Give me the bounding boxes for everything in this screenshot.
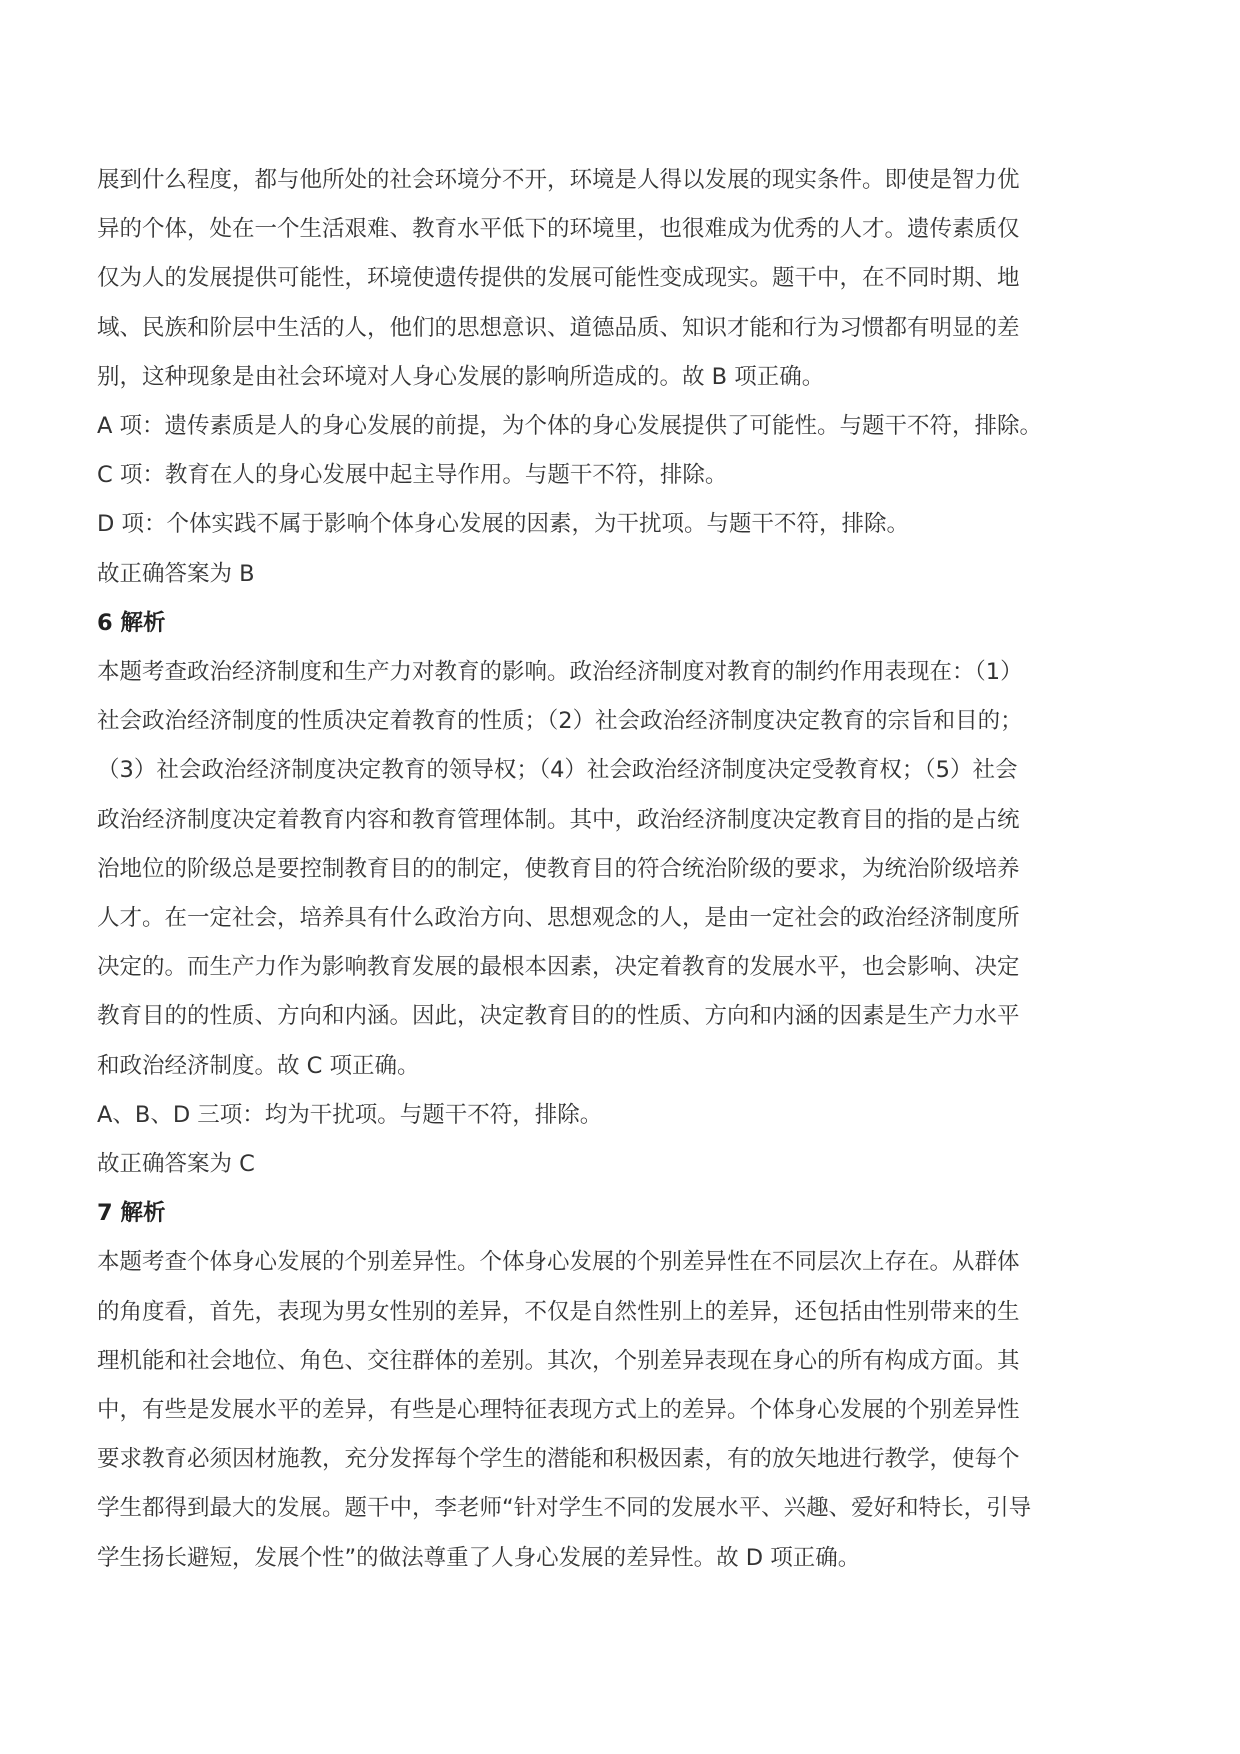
text-line: 社会政治经济制度的性质决定着教育的性质；（2）社会政治经济制度决定教育的宗旨和目的； bbox=[97, 708, 1023, 735]
paragraph-analysis-6-body bbox=[97, 648, 1153, 1091]
text-line: 展到什么程度，都与他所处的社会环境分不开，环境是人得以发展的现实条件。即使是智力优 bbox=[97, 167, 1020, 193]
text-line: 别，这种现象是由社会环境对人身心发展的影响所造成的。故 B 项正确。 bbox=[97, 363, 825, 390]
paragraph-answer-5 bbox=[97, 550, 1153, 599]
text-line: 政治经济制度决定着教育内容和教育管理体制。其中，政治经济制度决定教育目的指的是占统 bbox=[97, 806, 1020, 833]
text-line: 和政治经济制度。故 C 项正确。 bbox=[97, 1052, 420, 1079]
text-line: 本题考查个体身心发展的个别差异性。个体身心发展的个别差异性在不同层次上存在。从群体 bbox=[97, 1249, 1020, 1276]
text-line: 仅为人的发展提供可能性，环境使遗传提供的发展可能性变成现实。题干中，在不同时期、地 bbox=[97, 265, 1020, 292]
paragraph-options-abd bbox=[97, 1091, 1153, 1140]
text-line: A、B、D 三项：均为干扰项。与题干不符，排除。 bbox=[97, 1101, 603, 1128]
text-line: 故正确答案为 B bbox=[97, 560, 255, 587]
paragraph-analysis-5-body bbox=[97, 156, 1153, 402]
text-line: 故正确答案为 C bbox=[97, 1151, 255, 1178]
heading-analysis-6 bbox=[97, 599, 1153, 648]
text-line: 中，有些是发展水平的差异，有些是心理特征表现方式上的差异。个体身心发展的个别差异性 bbox=[97, 1397, 1020, 1424]
text-line: 治地位的阶级总是要控制教育目的的制定，使教育目的符合统治阶级的要求，为统治阶级培养 bbox=[97, 855, 1020, 882]
paragraph-option-a bbox=[97, 402, 1153, 451]
text-line: 本题考查政治经济制度和生产力对教育的影响。政治经济制度对教育的制约作用表现在：（1） bbox=[97, 659, 1023, 686]
heading-analysis-7 bbox=[97, 1189, 1153, 1238]
text-line: C 项：教育在人的身心发展中起主导作用。与题干不符，排除。 bbox=[97, 462, 728, 489]
paragraph-option-c bbox=[97, 451, 1153, 500]
heading-text: 6 解析 bbox=[97, 609, 166, 636]
text-line: D 项：个体实践不属于影响个体身心发展的因素，为干扰项。与题干不符，排除。 bbox=[97, 511, 909, 538]
document-page bbox=[97, 156, 1153, 1583]
text-line: 学生扬长避短，发展个性”的做法尊重了人身心发展的差异性。故 D 项正确。 bbox=[97, 1544, 861, 1571]
text-line: （3）社会政治经济制度决定教育的领导权；（4）社会政治经济制度决定受教育权；（5）社会 bbox=[97, 757, 1018, 784]
text-line: 学生都得到最大的发展。题干中，李老师“针对学生不同的发展水平、兴趣、爱好和特长，引导 bbox=[97, 1495, 1032, 1522]
text-line: 要求教育必须因材施教，充分发挥每个学生的潜能和积极因素，有的放矢地进行教学，使每个 bbox=[97, 1446, 1020, 1473]
text-line: 教育目的的性质、方向和内涵。因此，决定教育目的的性质、方向和内涵的因素是生产力水平 bbox=[97, 1003, 1020, 1030]
text-line: A 项：遗传素质是人的身心发展的前提，为个体的身心发展提供了可能性。与题干不符，排除。 bbox=[97, 413, 1043, 440]
text-line: 异的个体，处在一个生活艰难、教育水平低下的环境里，也很难成为优秀的人才。遗传素质仅 bbox=[97, 216, 1020, 243]
paragraph-analysis-7-body bbox=[97, 1238, 1153, 1582]
text-line: 的角度看，首先，表现为男女性别的差异，不仅是自然性别上的差异，还包括由性别带来的生 bbox=[97, 1298, 1020, 1325]
text-line: 域、民族和阶层中生活的人，他们的思想意识、道德品质、知识才能和行为习惯都有明显的差 bbox=[97, 314, 1020, 341]
text-line: 决定的。而生产力作为影响教育发展的最根本因素，决定着教育的发展水平，也会影响、决定 bbox=[97, 954, 1020, 981]
text-line: 理机能和社会地位、角色、交往群体的差别。其次，个别差异表现在身心的所有构成方面。其 bbox=[97, 1347, 1020, 1374]
heading-text: 7 解析 bbox=[97, 1200, 166, 1227]
paragraph-option-d bbox=[97, 500, 1153, 549]
text-line: 人才。在一定社会，培养具有什么政治方向、思想观念的人，是由一定社会的政治经济制度所 bbox=[97, 905, 1020, 932]
paragraph-answer-6 bbox=[97, 1140, 1153, 1189]
